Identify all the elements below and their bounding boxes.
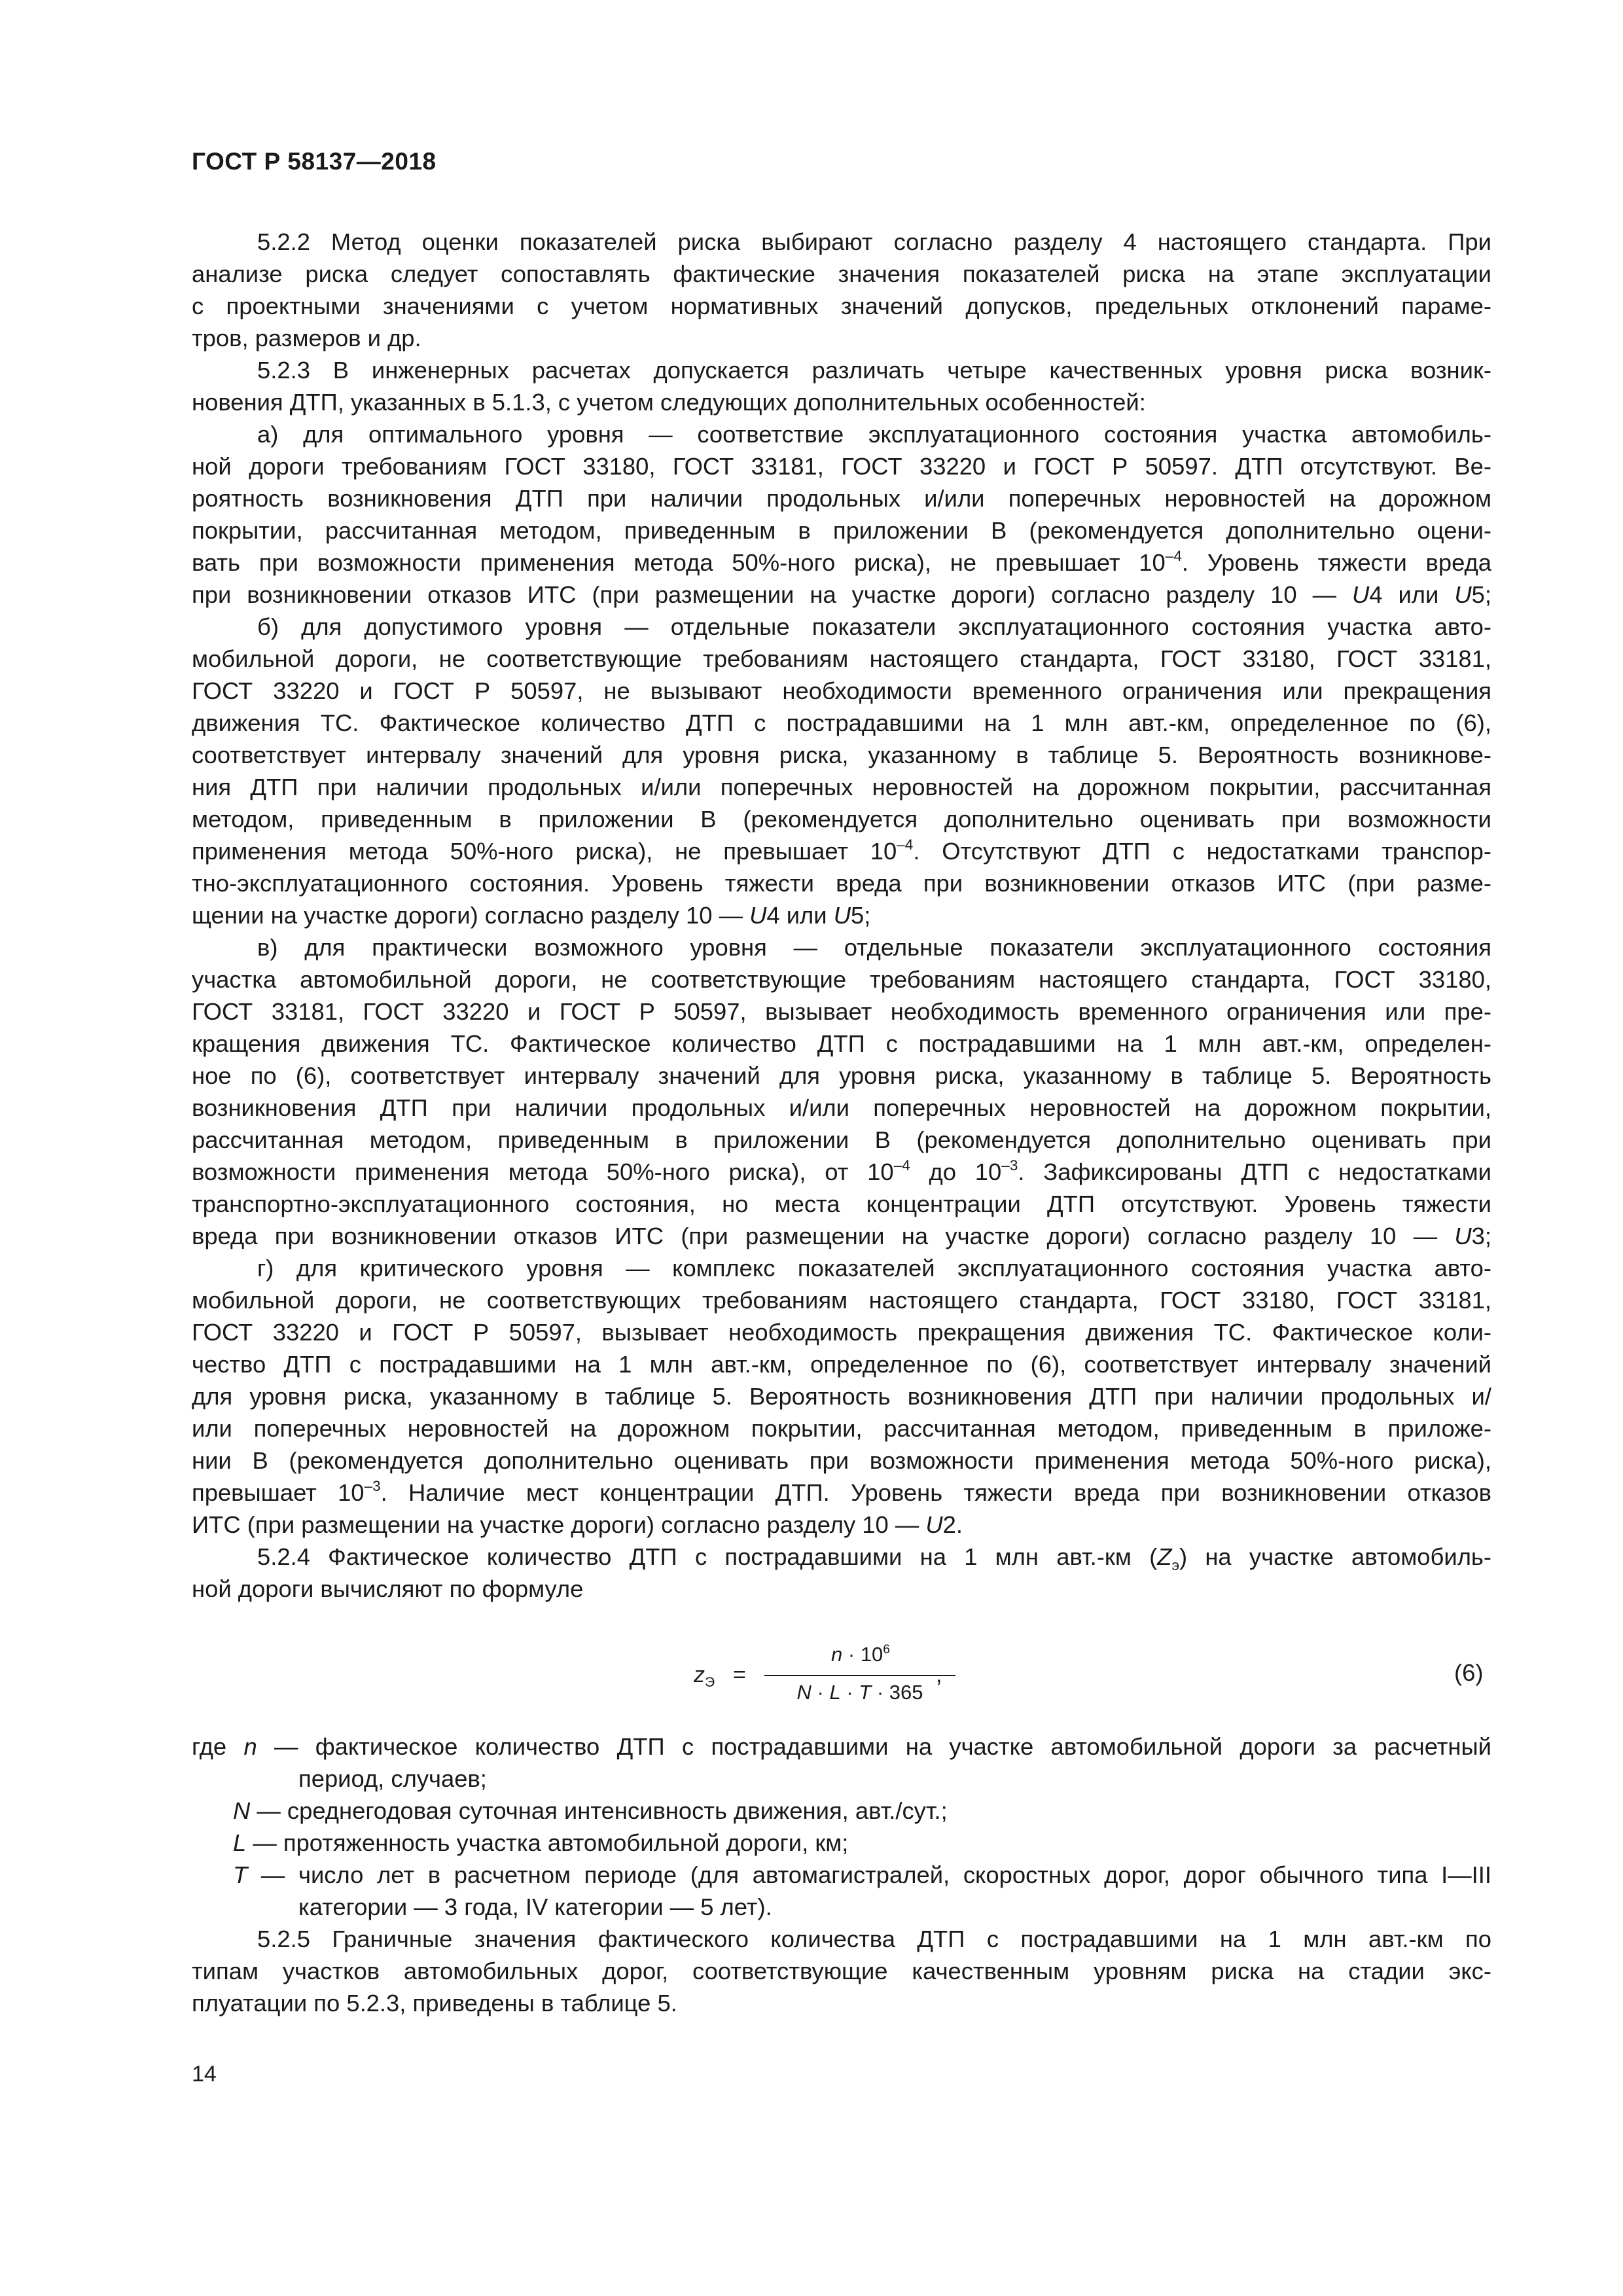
- item-a-line: а) для оптимального уровня — соответствие эксплуатационного состояния участка автомобиль-: [257, 421, 1491, 448]
- item-b-line: применения метода 50%-ного риска), не превышает $10^{-4}$. Отсутствуют ДТП с недостатками транспор-: [192, 836, 1491, 865]
- para-5-2-4-line: 5.2.4 Фактическое количество ДТП с пострадавшими на 1 млн авт.-км $(Z_э)$ на участке автомобиль-: [257, 1543, 1492, 1573]
- formula-6: [694, 1643, 1021, 1708]
- document-code-header: ГОСТ Р 58137—2018: [192, 148, 437, 175]
- item-v-line: вреда при возникновении отказов ИТС (при размещении на участке дороги) согласно разделу 10 — U3;: [192, 1223, 1491, 1249]
- formula-denominator: N · L · T · 365: [796, 1681, 923, 1704]
- para-5-2-5-line: типам участков автомобильных дорог, соответствующие качественным уровням риска на стадии экс-: [192, 1958, 1491, 1984]
- para-5-2-5-line: плуатации по 5.2.3, приведены в таблице 5.: [192, 1990, 677, 2017]
- item-v-line: возникновения ДТП при наличии продольных и/или поперечных неровностей на дорожном покрытии,: [192, 1094, 1491, 1121]
- item-a-line: ной дороги требованиям ГОСТ 33180, ГОСТ 33181, ГОСТ 33220 и ГОСТ Р 50597. ДТП отсутствуют. Ве-: [192, 453, 1491, 480]
- item-b-line: щении на участке дороги) согласно разделу 10 — U4 или U5;: [192, 902, 871, 929]
- where-L-line: L — протяженность участка автомобильной дороги, км;: [233, 1829, 849, 1856]
- item-g-line: для уровня риска, указанному в таблице 5. Вероятность возникновения ДТП при наличии продольных и/: [192, 1383, 1491, 1410]
- item-b-line: ГОСТ 33220 и ГОСТ Р 50597, не вызывают необходимости временного ограничения или прекращения: [192, 677, 1491, 704]
- item-v-line: транспортно-эксплуатационного состояния, но места концентрации ДТП отсутствуют. Уровень тяжести: [192, 1191, 1491, 1217]
- item-v-line: кращения движения ТС. Фактическое количество ДТП с пострадавшими на 1 млн авт.-км, определен-: [192, 1030, 1491, 1057]
- item-a-line: покрытии, рассчитанная методом, приведенным в приложении В (рекомендуется дополнительно оцени-: [192, 517, 1491, 544]
- where-block: [192, 1731, 1491, 2019]
- para-5-2-2-line: тров, размеров и др.: [192, 325, 421, 351]
- para-5-2-2-line: 5.2.2 Метод оценки показателей риска выбирают согласно разделу 4 настоящего стандарта. При: [257, 228, 1491, 255]
- item-g-line: или поперечных неровностей на дорожном покрытии, рассчитанная методом, приведенным в приложе-: [192, 1415, 1491, 1442]
- item-g-line: г) для критического уровня — комплекс показателей эксплуатационного состояния участка авто-: [257, 1255, 1491, 1282]
- item-b-line: тно-эксплуатационного состояния. Уровень тяжести вреда при возникновении отказов ИТС (при разме-: [192, 870, 1491, 897]
- item-b-line: методом, приведенным в приложении В (рекомендуется дополнительно оценивать при возможности: [192, 806, 1491, 833]
- item-a-line: роятность возникновения ДТП при наличии продольных и/или поперечных неровностей на дорожном: [192, 485, 1491, 512]
- item-v-line: возможности применения метода 50%-ного риска), от $10^{-4}$ до $10^{-3}$. Зафиксированы ДТП с недостатками: [192, 1157, 1491, 1185]
- item-g-line: чество ДТП с пострадавшими на 1 млн авт.-км, определенное по (6), соответствует интервалу значений: [192, 1351, 1491, 1378]
- item-b-line: движения ТС. Фактическое количество ДТП с пострадавшими на 1 млн авт.-км, определенное по (6),: [192, 709, 1491, 736]
- item-a-line: вать при возможности применения метода 50%-ного риска), не превышает $10^{-4}$. Уровень тяжести вреда: [192, 548, 1491, 576]
- formula-equals: =: [733, 1662, 746, 1687]
- formula-fraction-bar: [764, 1675, 955, 1676]
- formula-numerator: $n \cdot 10^6$: [831, 1642, 890, 1666]
- item-a-line: при возникновении отказов ИТС (при размещении на участке дороги) согласно разделу 10 — U4 или U5;: [192, 581, 1492, 608]
- body-text: [192, 226, 1491, 1605]
- formula-lhs: $z_Э$: [694, 1662, 715, 1691]
- where-n-line: где n — фактическое количество ДТП с пострадавшими на участке автомобильной дороги за расчетный: [192, 1733, 1491, 1760]
- para-5-2-3-line: 5.2.3 В инженерных расчетах допускается различать четыре качественных уровня риска возник-: [257, 357, 1491, 384]
- where-T-line: T — число лет в расчетном периоде (для автомагистралей, скоростных дорог, дорог обычного типа I—III: [233, 1861, 1491, 1888]
- para-5-2-5-line: 5.2.5 Граничные значения фактического количества ДТП с пострадавшими на 1 млн авт.-км по: [257, 1926, 1491, 1952]
- para-5-2-4-line: ной дороги вычисляют по формуле: [192, 1575, 584, 1602]
- item-g-line: ГОСТ 33220 и ГОСТ Р 50597, вызывает необходимость прекращения движения ТС. Фактическое коли-: [192, 1319, 1491, 1346]
- para-5-2-2-line: анализе риска следует сопоставлять фактические значения показателей риска на этапе эксплуатации: [192, 260, 1491, 287]
- where-T-line: категории — 3 года, IV категории — 5 лет).: [298, 1893, 772, 1920]
- item-g-line: мобильной дороги, не соответствующих требованиям настоящего стандарта, ГОСТ 33180, ГОСТ 33181,: [192, 1287, 1491, 1314]
- formula-number: (6): [1454, 1659, 1484, 1686]
- item-b-line: мобильной дороги, не соответствующие требованиям настоящего стандарта, ГОСТ 33180, ГОСТ 33181,: [192, 645, 1491, 672]
- item-v-line: ное по (6), соответствует интервалу значений для уровня риска, указанному в таблице 5. Вероятность: [192, 1062, 1491, 1089]
- para-5-2-2-line: с проектными значениями с учетом нормативных значений допусков, предельных отклонений параме-: [192, 293, 1491, 319]
- para-5-2-3-line: новения ДТП, указанных в 5.1.3, с учетом следующих дополнительных особенностей:: [192, 389, 1146, 416]
- item-v-line: участка автомобильной дороги, не соответствующие требованиям настоящего стандарта, ГОСТ 33180,: [192, 966, 1491, 993]
- item-g-line: нии В (рекомендуется дополнительно оценивать при возможности применения метода 50%-ного риска),: [192, 1447, 1491, 1474]
- where-N-line: N — среднегодовая суточная интенсивность движения, авт./сут.;: [233, 1797, 948, 1824]
- item-b-line: соответствует интервалу значений для уровня риска, указанному в таблице 5. Вероятность возникнове-: [192, 742, 1491, 768]
- where-n-line: период, случаев;: [298, 1765, 487, 1792]
- item-g-line: ИТС (при размещении на участке дороги) согласно разделу 10 — U2.: [192, 1511, 963, 1538]
- item-g-line: превышает $10^{-3}$. Наличие мест концентрации ДТП. Уровень тяжести вреда при возникновении отказов: [192, 1478, 1492, 1506]
- page-number: 14: [192, 2062, 217, 2087]
- item-b-line: ния ДТП при наличии продольных и/или поперечных неровностей на дорожном покрытии, рассчитанная: [192, 774, 1491, 800]
- item-v-line: в) для практически возможного уровня — отдельные показатели эксплуатационного состояния: [257, 934, 1491, 961]
- item-v-line: рассчитанная методом, приведенным в приложении В (рекомендуется дополнительно оценивать при: [192, 1126, 1491, 1153]
- item-b-line: б) для допустимого уровня — отдельные показатели эксплуатационного состояния участка авто-: [257, 613, 1491, 640]
- formula-comma: ,: [936, 1662, 942, 1687]
- item-v-line: ГОСТ 33181, ГОСТ 33220 и ГОСТ Р 50597, вызывает необходимость временного ограничения или пре-: [192, 998, 1491, 1025]
